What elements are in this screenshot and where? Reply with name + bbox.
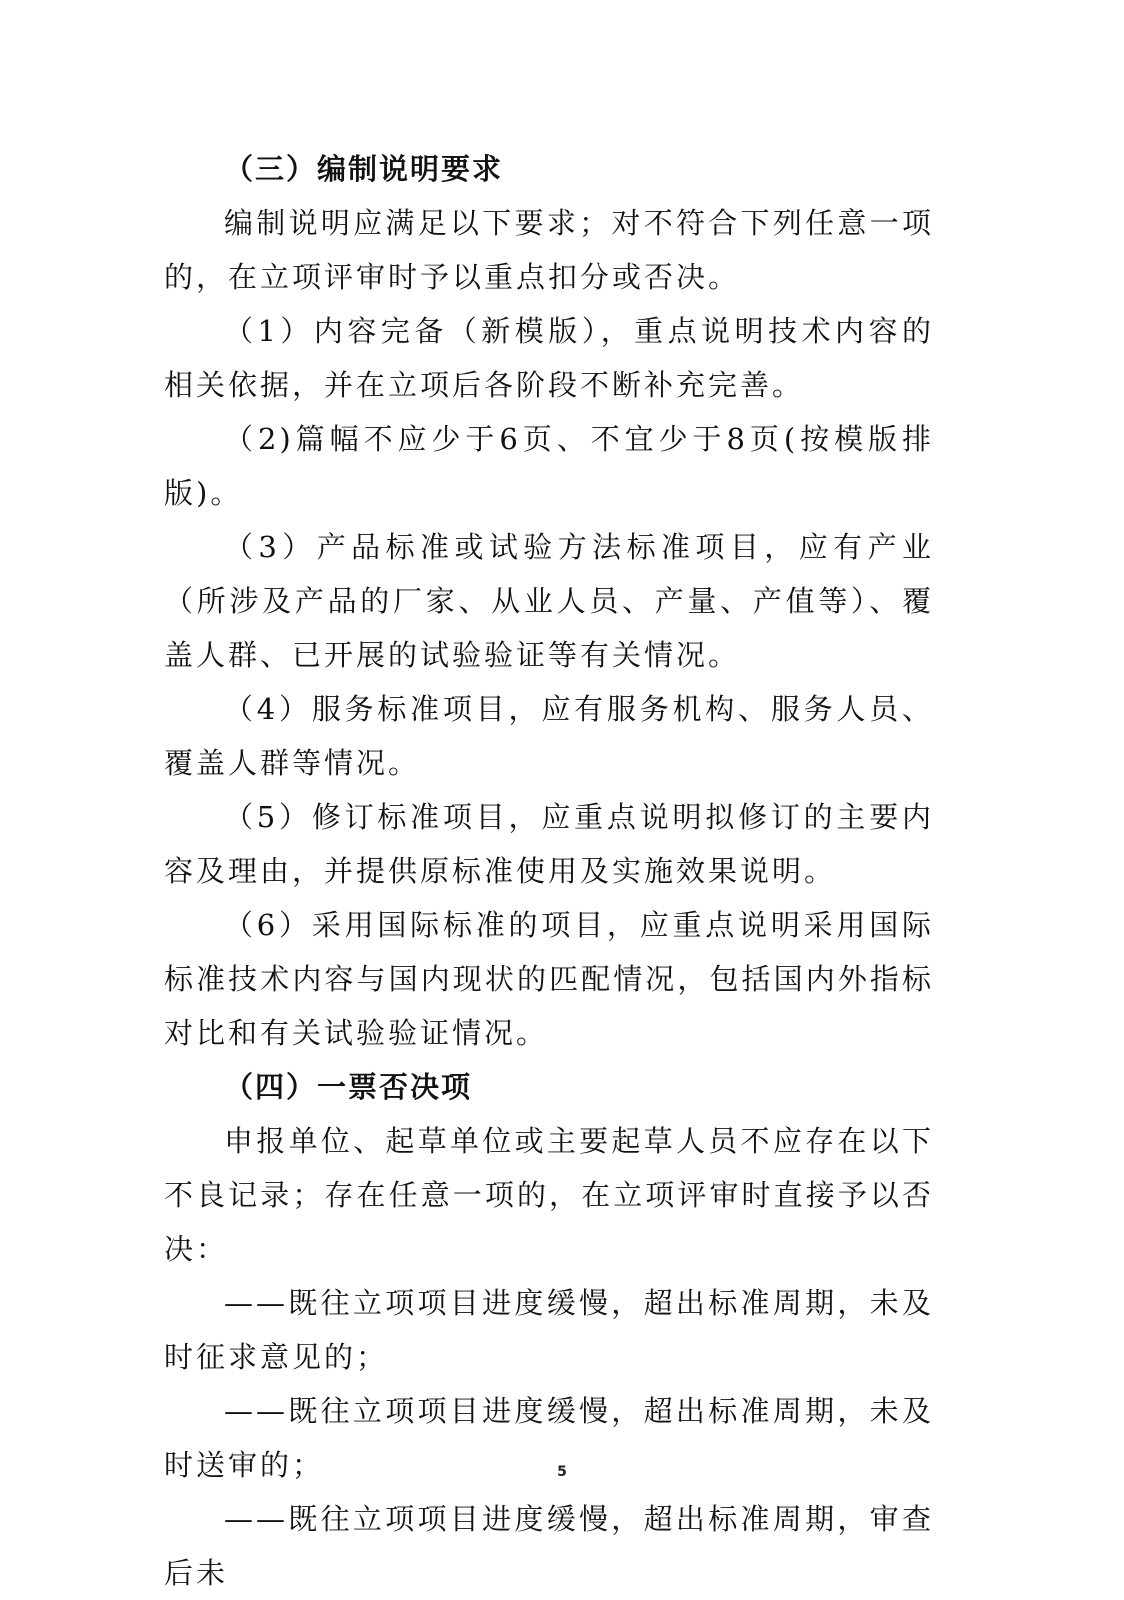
page-body bbox=[164, 142, 934, 1600]
paragraph-item-3: （3）产品标准或试验方法标准项目，应有产业（所涉及产品的厂家、从业人员、产量、产值等）、覆盖人群、已开展的试验验证等有关情况。 bbox=[164, 530, 934, 672]
paragraph-item-4: （4）服务标准项目，应有服务机构、服务人员、覆盖人群等情况。 bbox=[164, 692, 934, 780]
page-number: 5 bbox=[557, 1464, 567, 1480]
paragraph-item-6: （6）采用国际标准的项目，应重点说明采用国际标准技术内容与国内现状的匹配情况，包括国内外指标对比和有关试验验证情况。 bbox=[164, 908, 934, 1050]
paragraph-requirements-intro: 编制说明应满足以下要求；对不符合下列任意一项的，在立项评审时予以重点扣分或否决。 bbox=[164, 206, 934, 294]
paragraph-veto-3: ——既往立项项目进度缓慢，超出标准周期，审查后未 bbox=[164, 1502, 934, 1590]
paragraph-veto-1: ——既往立项项目进度缓慢，超出标准周期，未及时征求意见的； bbox=[164, 1286, 934, 1374]
paragraph-veto-2: ——既往立项项目进度缓慢，超出标准周期，未及时送审的； bbox=[164, 1394, 934, 1482]
section-heading-4: （四）一票否决项 bbox=[224, 1070, 473, 1104]
paragraph-veto-intro: 申报单位、起草单位或主要起草人员不应存在以下不良记录；存在任意一项的，在立项评审时直接予以否决： bbox=[164, 1124, 934, 1266]
section-heading-3: （三）编制说明要求 bbox=[224, 152, 504, 186]
paragraph-item-2: （2)篇幅不应少于6页、不宜少于8页(按模版排版)。 bbox=[164, 422, 934, 510]
paragraph-item-1: （1）内容完备（新模版），重点说明技术内容的相关依据，并在立项后各阶段不断补充完善。 bbox=[164, 314, 934, 402]
paragraph-item-5: （5）修订标准项目，应重点说明拟修订的主要内容及理由，并提供原标准使用及实施效果说明。 bbox=[164, 800, 934, 888]
